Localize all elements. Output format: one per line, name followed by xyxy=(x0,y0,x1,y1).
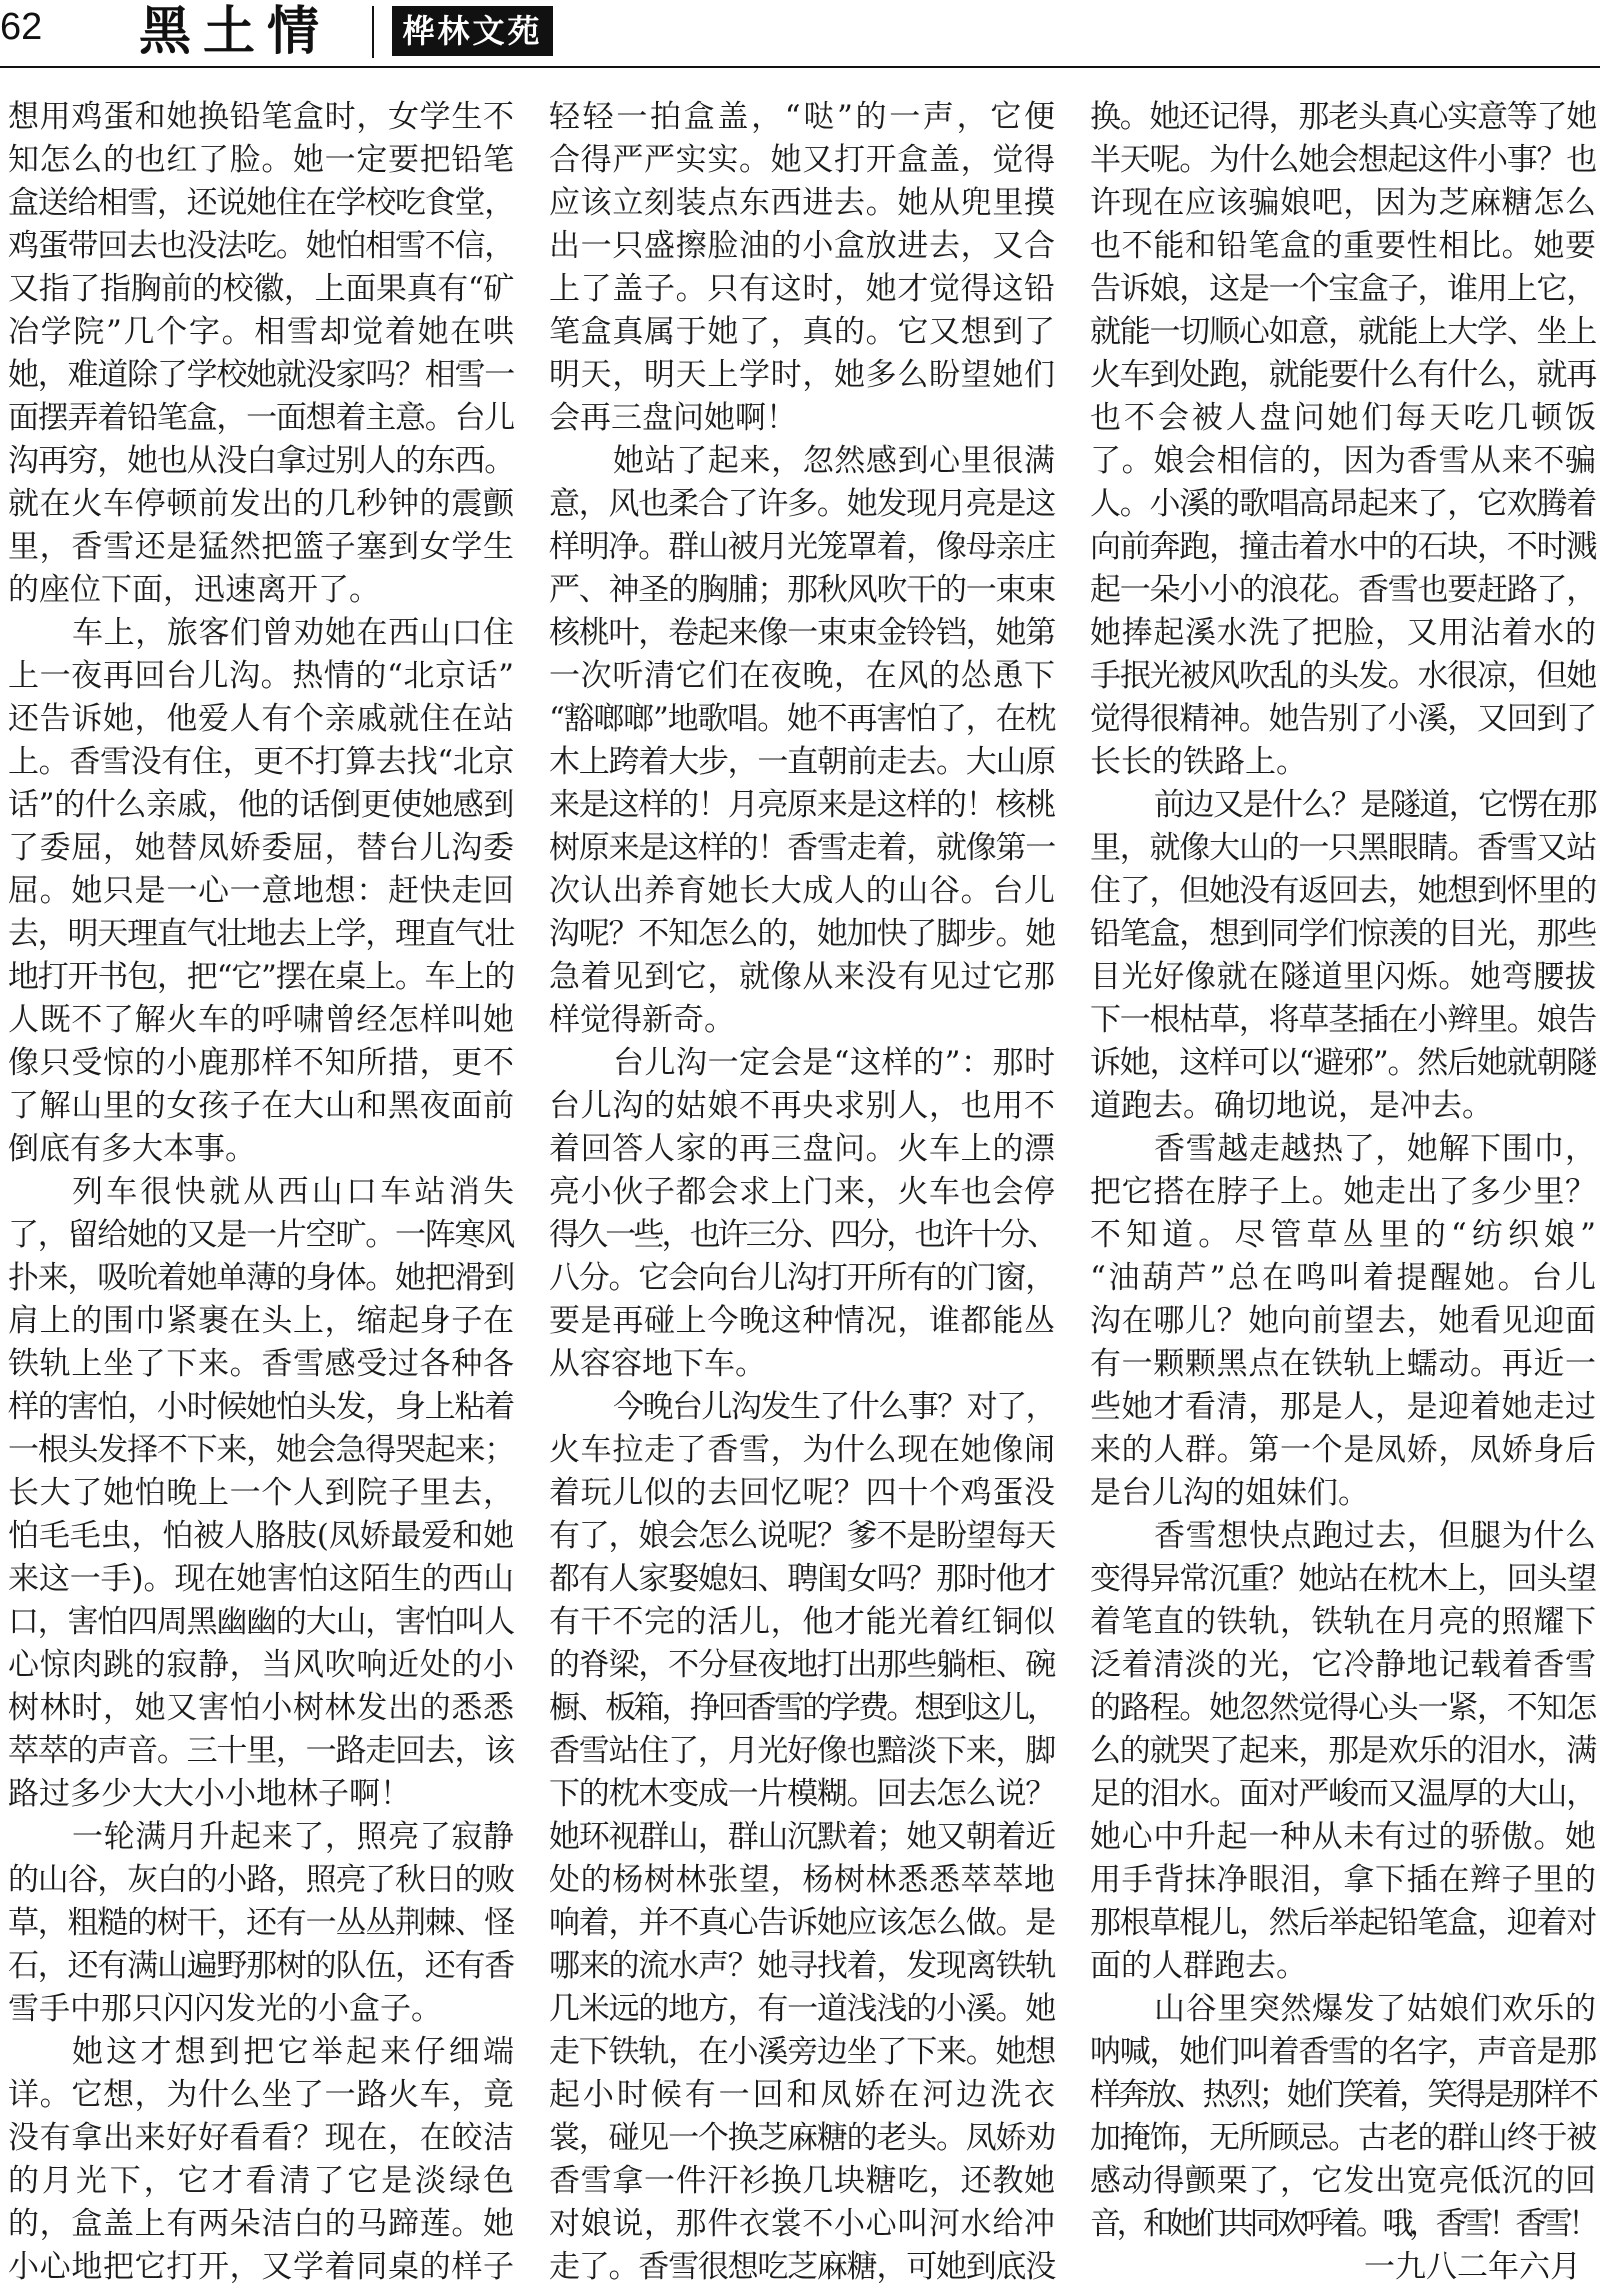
text-line: 着笔直的铁轨，铁轨在月亮的照耀下 xyxy=(1090,1604,1596,1640)
text-line: 都有人家娶媳妇、聘闺女吗？那时他才 xyxy=(549,1561,1055,1597)
text-line: 心惊肉跳的寂静，当风吹响近处的小 xyxy=(8,1647,514,1683)
text-line: 人既不了解火车的呼啸曾经怎样叫她 xyxy=(8,1002,514,1038)
text-line: 次认出养育她长大成人的山谷。台儿 xyxy=(549,873,1055,909)
text-line: 换。她还记得，那老头真心实意等了她 xyxy=(1090,99,1596,135)
text-line: 铁轨上坐了下来。香雪感受过各种各 xyxy=(8,1346,514,1382)
text-line: 地打开书包，把“它”摆在桌上。车上的 xyxy=(8,959,514,995)
text-line: 笔盒真属于她了，真的。它又想到了 xyxy=(549,314,1055,350)
text-line: 一轮满月升起来了，照亮了寂静 xyxy=(72,1819,514,1855)
text-line: 的山谷，灰白的小路，照亮了秋日的败 xyxy=(8,1862,514,1898)
text-line: 一次听清它们在夜晚，在风的怂恿下 xyxy=(549,658,1055,694)
text-line: 长长的铁路上。 xyxy=(1090,744,1307,780)
text-line: 出一只盛擦脸油的小盒放进去，又合 xyxy=(549,228,1055,264)
text-line: 应该立刻装点东西进去。她从兜里摸 xyxy=(549,185,1055,221)
text-line: 的路程。她忽然觉得心头一紧，不知怎 xyxy=(1090,1690,1596,1726)
text-line: 屈。她只是一心一意地想：赶快走回 xyxy=(8,873,514,909)
text-line: 今晚台儿沟发生了什么事？对了， xyxy=(613,1389,1055,1425)
paragraph xyxy=(1090,96,1596,784)
text-line: 得久一些，也许三分、四分，也许十分、 xyxy=(549,1217,1055,1253)
text-line: 觉得很精神。她告别了小溪，又回到了 xyxy=(1090,701,1596,737)
header-divider xyxy=(372,6,374,58)
text-line: 是台儿沟的姐妹们。 xyxy=(1090,1475,1369,1511)
text-line: 雪手中那只闪闪发光的小盒子。 xyxy=(8,1991,442,2027)
text-line: 前边又是什么？是隧道，它愣在那 xyxy=(1154,787,1596,823)
text-line: 石，还有满山遍野那树的队伍，还有香 xyxy=(8,1948,514,1984)
text-line: 来的人群。第一个是凤娇，凤娇身后 xyxy=(1090,1432,1596,1468)
paragraph xyxy=(8,1816,514,2031)
text-line: 台儿沟一定会是“这样的”：那时 xyxy=(613,1045,1055,1081)
text-line: 有一颗颗黑点在铁轨上蠕动。再近一 xyxy=(1090,1346,1596,1382)
text-line: 八分。它会向台儿沟打开所有的门窗， xyxy=(549,1260,1055,1296)
text-line: 亮小伙子都会求上门来，火车也会停 xyxy=(549,1174,1055,1210)
text-line: 铅笔盒，想到同学们惊羡的目光，那些 xyxy=(1090,916,1596,952)
text-line: 树原来是这样的！香雪走着，就像第一 xyxy=(549,830,1055,866)
text-line: 不知道。尽管草丛里的“纺织娘” xyxy=(1090,1217,1596,1253)
text-line: 住了，但她没有返回去，她想到怀里的 xyxy=(1090,873,1596,909)
text-line: 火车到处跑，就能要什么有什么，就再 xyxy=(1090,357,1596,393)
text-line: 路过多少大大小小地林子啊！ xyxy=(8,1776,411,1812)
paragraph xyxy=(549,1386,1055,2289)
text-line: 车上，旅客们曾劝她在西山口住 xyxy=(72,615,514,651)
text-line: 哪来的流水声？她寻找着，发现离铁轨 xyxy=(549,1948,1055,1984)
text-line: 香雪拿一件汗衫换几块糖吃，还教她 xyxy=(549,2163,1055,2199)
text-line: 沟呢？不知怎么的，她加快了脚步。她 xyxy=(549,916,1055,952)
text-line: 来是这样的！月亮原来是这样的！核桃 xyxy=(549,787,1055,823)
text-line: 么的就哭了起来，那是欢乐的泪水，满 xyxy=(1090,1733,1596,1769)
text-line: 感动得颤栗了，它发出宽亮低沉的回 xyxy=(1090,2163,1596,2199)
text-line: 下一根枯草，将草茎插在小辫里。娘告 xyxy=(1090,1002,1596,1038)
text-line: 冶学院”几个字。相雪却觉着她在哄 xyxy=(8,314,514,350)
text-line: 香雪越走越热了，她解下围巾， xyxy=(1154,1131,1596,1167)
text-line: 盒送给相雪，还说她住在学校吃食堂， xyxy=(8,185,514,221)
text-line: 她环视群山，群山沉默着；她又朝着近 xyxy=(549,1819,1055,1855)
text-line: 道跑去。确切地说，是冲去。 xyxy=(1090,1088,1493,1124)
text-line: 核桃叶，卷起来像一束束金铃铛，她第 xyxy=(549,615,1055,651)
text-line: 香雪想快点跑过去，但腿为什么 xyxy=(1154,1518,1596,1554)
text-line: 手抿光被风吹乱的头发。水很凉，但她 xyxy=(1090,658,1596,694)
text-line: 面的人群跑去。 xyxy=(1090,1948,1307,1984)
paragraph xyxy=(549,440,1055,1042)
text-line: 几米远的地方，有一道浅浅的小溪。她 xyxy=(549,1991,1055,2027)
text-line: 小心地把它打开，又学着同桌的样子 xyxy=(8,2249,514,2285)
text-line: 列车很快就从西山口车站消失 xyxy=(72,1174,514,1210)
text-line: 呐喊，她们叫着香雪的名字，声音是那 xyxy=(1090,2034,1596,2070)
text-line: 她这才想到把它举起来仔细端 xyxy=(72,2034,514,2070)
magazine-logo: 黑土情 xyxy=(139,1,332,62)
text-line: 些她才看清，那是人，是迎着她走过 xyxy=(1090,1389,1596,1425)
text-line: 详。它想，为什么坐了一路火车，竟 xyxy=(8,2077,514,2113)
section-tag-label: 桦林文苑 xyxy=(402,12,543,50)
text-line: 加掩饰，无所顾忌。古老的群山终于被 xyxy=(1090,2120,1596,2156)
text-line: 上一夜再回台儿沟。热情的“北京话” xyxy=(8,658,514,694)
text-line: 橱、板箱，挣回香雪的学费。想到这儿， xyxy=(549,1690,1055,1726)
paragraph xyxy=(8,2031,514,2289)
text-line: 裳，碰见一个换芝麻糖的老头。凤娇劝 xyxy=(549,2120,1055,2156)
text-column-1 xyxy=(8,96,514,2289)
text-line: 了解山里的女孩子在大山和黑夜面前 xyxy=(8,1088,514,1124)
text-line: 一根头发择不下来，她会急得哭起来； xyxy=(8,1432,514,1468)
text-line: 诉她，这样可以“避邪”。然后她就朝隧 xyxy=(1090,1045,1596,1081)
text-line: 还告诉她，他爱人有个亲戚就住在站 xyxy=(8,701,514,737)
text-line: 她捧起溪水洗了把脸，又用沾着水的 xyxy=(1090,615,1596,651)
text-line: 的座位下面，迅速离开了。 xyxy=(8,572,380,608)
text-line: 变得异常沉重？她站在枕木上，回头望 xyxy=(1090,1561,1596,1597)
text-line: 她站了起来，忽然感到心里很满 xyxy=(613,443,1055,479)
text-line: 了，留给她的又是一片空旷。一阵寒风 xyxy=(8,1217,514,1253)
text-line: 像只受惊的小鹿那样不知所措，更不 xyxy=(8,1045,514,1081)
text-line: 样的害怕，小时候她怕头发，身上粘着 xyxy=(8,1389,514,1425)
text-line: 火车拉走了香雪，为什么现在她像闹 xyxy=(549,1432,1055,1468)
text-line: 急着见到它，就像从来没有见过它那 xyxy=(549,959,1055,995)
section-tag xyxy=(392,6,553,56)
text-line: 没有拿出来好好看看？现在，在皎洁 xyxy=(8,2120,514,2156)
paragraph xyxy=(8,1171,514,1816)
text-line: 意，风也柔合了许多。她发现月亮是这 xyxy=(549,486,1055,522)
text-line: 树林时，她又害怕小树林发出的悉悉 xyxy=(8,1690,514,1726)
text-line: 走了。香雪很想吃芝麻糖，可她到底没 xyxy=(549,2249,1055,2285)
page-number: 62 xyxy=(0,6,43,48)
paragraph xyxy=(1090,1515,1596,1988)
text-line: 音，和她们共同欢呼着。哦，香雪！香雪！ xyxy=(1090,2206,1595,2242)
text-line: 轻轻一拍盒盖，“哒”的一声，它便 xyxy=(549,99,1055,135)
text-line: 用手背抹净眼泪，拿下插在辫子里的 xyxy=(1090,1862,1596,1898)
text-line: 着玩儿似的去回忆呢？四十个鸡蛋没 xyxy=(549,1475,1055,1511)
text-line: 她心中升起一种从未有过的骄傲。她 xyxy=(1090,1819,1596,1855)
text-line: 草，粗糙的树干，还有一丛丛荆棘、怪 xyxy=(8,1905,514,1941)
paragraph xyxy=(8,96,514,612)
text-line: 明天，明天上学时，她多么盼望她们 xyxy=(549,357,1055,393)
text-line: 怕毛毛虫，怕被人胳肢(凤娇最爱和她 xyxy=(8,1518,514,1554)
text-line: 有了，娘会怎么说呢？爹不是盼望每天 xyxy=(549,1518,1055,1554)
text-line: 话”的什么亲戚，他的话倒更使她感到 xyxy=(8,787,514,823)
text-line: 也不会被人盘问她们每天吃几顿饭 xyxy=(1090,400,1596,436)
paragraph xyxy=(8,612,514,1171)
text-line: 肩上的围巾紧裹在头上，缩起身子在 xyxy=(8,1303,514,1339)
text-line: 合得严严实实。她又打开盒盖，觉得 xyxy=(549,142,1055,178)
text-line: 知怎么的也红了脸。她一定要把铅笔 xyxy=(8,142,514,178)
text-line: 处的杨树林张望，杨树林悉悉萃萃地 xyxy=(549,1862,1055,1898)
text-line: 着回答人家的再三盘问。火车上的漂 xyxy=(549,1131,1055,1167)
text-line: 会再三盘问她啊！ xyxy=(549,400,797,436)
text-line: 样奔放、热烈；她们笑着，笑得是那样不 xyxy=(1090,2077,1596,2113)
paragraph xyxy=(549,1042,1055,1386)
text-line: 就在火车停顿前发出的几秒钟的震颤 xyxy=(8,486,514,522)
text-line: 沟再穷，她也从没白拿过别人的东西。 xyxy=(8,443,514,479)
text-line: 的，盒盖上有两朵洁白的马蹄莲。她 xyxy=(8,2206,514,2242)
text-line: 把它搭在脖子上。她走出了多少里？ xyxy=(1090,1174,1596,1210)
text-line: 上了盖子。只有这时，她才觉得这铅 xyxy=(549,271,1055,307)
text-line: 向前奔跑，撞击着水中的石块，不时溅 xyxy=(1090,529,1596,565)
text-line: 又指了指胸前的校徽，上面果真有“矿 xyxy=(8,271,514,307)
paragraph xyxy=(1090,1128,1596,1515)
text-line: “油葫芦”总在鸣叫着提醒她。台儿 xyxy=(1090,1260,1596,1296)
text-line: 对娘说，那件衣裳不小心叫河水给冲 xyxy=(549,2206,1055,2242)
text-line: 走下铁轨，在小溪旁边坐了下来。她想 xyxy=(549,2034,1055,2070)
text-line: 目光好像就在隧道里闪烁。她弯腰拔 xyxy=(1090,959,1596,995)
text-line: 响着，并不真心告诉她应该怎么做。是 xyxy=(549,1905,1055,1941)
text-column-2 xyxy=(549,96,1055,2289)
date-line: 一九八二年六月 xyxy=(1364,2249,1581,2285)
text-line: 香雪站住了，月光好像也黯淡下来，脚 xyxy=(549,1733,1055,1769)
text-line: 里，香雪还是猛然把篮子塞到女学生 xyxy=(8,529,514,565)
text-line: 扑来，吸吮着她单薄的身体。她把滑到 xyxy=(8,1260,514,1296)
text-line: 倒底有多大本事。 xyxy=(8,1131,256,1167)
text-line: 起小时候有一回和凤娇在河边洗衣 xyxy=(549,2077,1055,2113)
text-line: 那根草棍儿，然后举起铅笔盒，迎着对 xyxy=(1090,1905,1596,1941)
text-column-3 xyxy=(1090,96,1596,2289)
paragraph xyxy=(1090,1988,1596,2246)
text-line: 半天呢。为什么她会想起这件小事？也 xyxy=(1090,142,1596,178)
text-line: 口，害怕四周黑幽幽的大山，害怕叫人 xyxy=(8,1604,514,1640)
text-line: 台儿沟的姑娘不再央求别人，也用不 xyxy=(549,1088,1055,1124)
text-line: 萃萃的声音。三十里，一路走回去，该 xyxy=(8,1733,514,1769)
text-line: 泛着清淡的光，它冷静地记载着香雪 xyxy=(1090,1647,1596,1683)
text-line: 去，明天理直气壮地去上学，理直气壮 xyxy=(8,916,514,952)
text-line: 有干不完的活儿，他才能光着红铜似 xyxy=(549,1604,1055,1640)
text-line: 木上跨着大步，一直朝前走去。大山原 xyxy=(549,744,1055,780)
text-line: 鸡蛋带回去也没法吃。她怕相雪不信， xyxy=(8,228,514,264)
text-line: 从容容地下车。 xyxy=(549,1346,766,1382)
paragraph xyxy=(1090,784,1596,1128)
text-line: 严、神圣的胸脯；那秋风吹干的一束束 xyxy=(549,572,1055,608)
text-line: 沟在哪儿？她向前望去，她看见迎面 xyxy=(1090,1303,1596,1339)
text-line: 足的泪水。面对严峻而又温厚的大山， xyxy=(1090,1776,1596,1812)
text-line: 来这一手)。现在她害怕这陌生的西山 xyxy=(8,1561,514,1597)
text-line: 许现在应该骗娘吧，因为芝麻糖怎么 xyxy=(1090,185,1596,221)
text-line: 人。小溪的歌唱高昂起来了，它欢腾着 xyxy=(1090,486,1596,522)
text-line: 要是再碰上今晚这种情况，谁都能丛 xyxy=(549,1303,1055,1339)
text-line: 也不能和铅笔盒的重要性相比。她要 xyxy=(1090,228,1596,264)
column-body xyxy=(8,96,514,2289)
text-line: 她，难道除了学校她就没家吗？相雪一 xyxy=(8,357,514,393)
column-body xyxy=(549,96,1055,2289)
text-line: 的月光下，它才看清了它是淡绿色 xyxy=(8,2163,514,2199)
text-line: 的脊梁，不分昼夜地打出那些躺柜、碗 xyxy=(549,1647,1055,1683)
text-line: 样觉得新奇。 xyxy=(549,1002,735,1038)
text-line: 了委屈，她替凤娇委屈，替台儿沟委 xyxy=(8,830,514,866)
text-line: 想用鸡蛋和她换铅笔盒时，女学生不 xyxy=(8,99,514,135)
paragraph xyxy=(549,96,1055,440)
text-line: 上。香雪没有住，更不打算去找“北京 xyxy=(8,744,514,780)
text-line: 面摆弄着铅笔盒，一面想着主意。台儿 xyxy=(8,400,514,436)
text-line: 了。娘会相信的，因为香雪从来不骗 xyxy=(1090,443,1596,479)
text-line: “豁啷啷”地歌唱。她不再害怕了，在枕 xyxy=(549,701,1055,737)
text-line: 告诉娘，这是一个宝盒子，谁用上它， xyxy=(1090,271,1596,307)
text-line: 样明净。群山被月光笼罩着，像母亲庄 xyxy=(549,529,1055,565)
text-line: 山谷里突然爆发了姑娘们欢乐的 xyxy=(1154,1991,1596,2027)
text-line: 长大了她怕晚上一个人到院子里去， xyxy=(8,1475,514,1511)
header-rule xyxy=(0,66,1600,68)
text-line: 下的枕木变成一片模糊。回去怎么说？ xyxy=(549,1776,1055,1812)
text-line: 里，就像大山的一只黑眼睛。香雪又站 xyxy=(1090,830,1596,866)
column-body xyxy=(1090,96,1596,2246)
text-line: 就能一切顺心如意，就能上大学、坐上 xyxy=(1090,314,1596,350)
text-line: 起一朵小小的浪花。香雪也要赶路了， xyxy=(1090,572,1596,608)
